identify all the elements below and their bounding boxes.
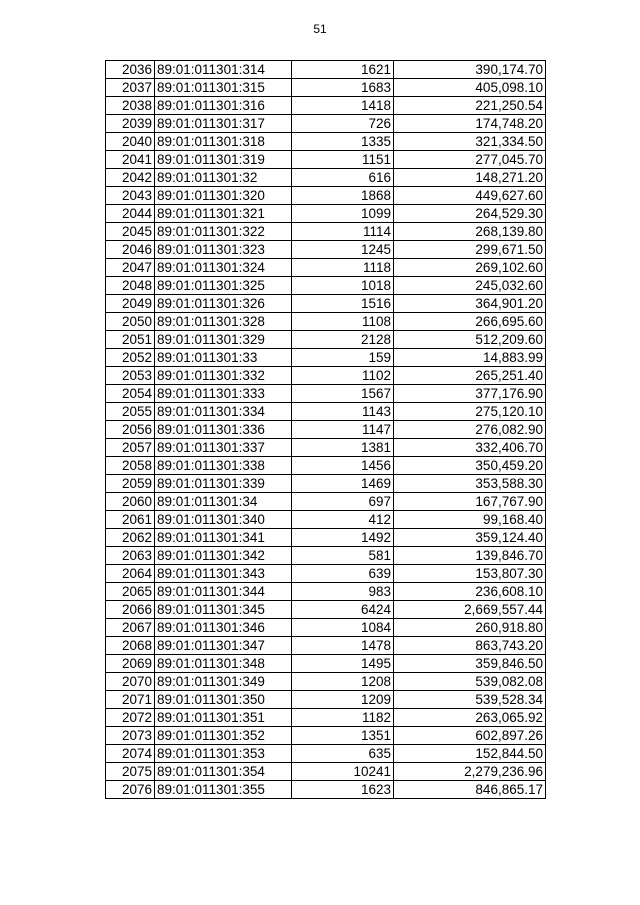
cadastral-number-cell: 89:01:011301:347 <box>155 637 292 655</box>
cadastral-number-cell: 89:01:011301:346 <box>155 619 292 637</box>
cadastral-value-cell: 359,124.40 <box>394 529 546 547</box>
area-cell: 1567 <box>292 385 394 403</box>
row-number-cell: 2045 <box>106 223 155 241</box>
table-row <box>106 367 546 385</box>
cadastral-value-cell: 539,528.34 <box>394 691 546 709</box>
cadastral-number-cell: 89:01:011301:350 <box>155 691 292 709</box>
cadastral-number-cell: 89:01:011301:315 <box>155 79 292 97</box>
table-row <box>106 61 546 79</box>
data-table <box>105 60 546 799</box>
cadastral-number-cell: 89:01:011301:320 <box>155 187 292 205</box>
table-row <box>106 421 546 439</box>
cadastral-value-cell: 245,032.60 <box>394 277 546 295</box>
table-row <box>106 475 546 493</box>
area-cell: 1868 <box>292 187 394 205</box>
cadastral-number-cell: 89:01:011301:344 <box>155 583 292 601</box>
cadastral-number-cell: 89:01:011301:314 <box>155 61 292 79</box>
cadastral-value-cell: 153,807.30 <box>394 565 546 583</box>
cadastral-number-cell: 89:01:011301:32 <box>155 169 292 187</box>
table-row <box>106 313 546 331</box>
table-row <box>106 349 546 367</box>
area-cell: 726 <box>292 115 394 133</box>
cadastral-value-cell: 863,743.20 <box>394 637 546 655</box>
cadastral-value-cell: 390,174.70 <box>394 61 546 79</box>
area-cell: 1478 <box>292 637 394 655</box>
cadastral-value-cell: 405,098.10 <box>394 79 546 97</box>
cadastral-number-cell: 89:01:011301:33 <box>155 349 292 367</box>
row-number-cell: 2050 <box>106 313 155 331</box>
area-cell: 581 <box>292 547 394 565</box>
table-row <box>106 727 546 745</box>
area-cell: 1621 <box>292 61 394 79</box>
row-number-cell: 2051 <box>106 331 155 349</box>
cadastral-value-cell: 602,897.26 <box>394 727 546 745</box>
cadastral-value-cell: 350,459.20 <box>394 457 546 475</box>
cadastral-value-cell: 174,748.20 <box>394 115 546 133</box>
table-row <box>106 655 546 673</box>
cadastral-value-cell: 449,627.60 <box>394 187 546 205</box>
cadastral-number-cell: 89:01:011301:316 <box>155 97 292 115</box>
cadastral-value-cell: 236,608.10 <box>394 583 546 601</box>
row-number-cell: 2071 <box>106 691 155 709</box>
row-number-cell: 2049 <box>106 295 155 313</box>
area-cell: 1018 <box>292 277 394 295</box>
row-number-cell: 2066 <box>106 601 155 619</box>
row-number-cell: 2064 <box>106 565 155 583</box>
row-number-cell: 2069 <box>106 655 155 673</box>
table-row <box>106 223 546 241</box>
cadastral-number-cell: 89:01:011301:353 <box>155 745 292 763</box>
row-number-cell: 2067 <box>106 619 155 637</box>
cadastral-value-cell: 277,045.70 <box>394 151 546 169</box>
cadastral-value-cell: 846,865.17 <box>394 781 546 799</box>
cadastral-number-cell: 89:01:011301:336 <box>155 421 292 439</box>
cadastral-number-cell: 89:01:011301:325 <box>155 277 292 295</box>
table-row <box>106 277 546 295</box>
cadastral-number-cell: 89:01:011301:322 <box>155 223 292 241</box>
cadastral-value-cell: 275,120.10 <box>394 403 546 421</box>
area-cell: 1335 <box>292 133 394 151</box>
row-number-cell: 2058 <box>106 457 155 475</box>
table-row <box>106 709 546 727</box>
row-number-cell: 2073 <box>106 727 155 745</box>
area-cell: 635 <box>292 745 394 763</box>
table-body <box>106 61 546 799</box>
area-cell: 1118 <box>292 259 394 277</box>
cadastral-value-cell: 2,669,557.44 <box>394 601 546 619</box>
row-number-cell: 2062 <box>106 529 155 547</box>
cadastral-number-cell: 89:01:011301:334 <box>155 403 292 421</box>
cadastral-number-cell: 89:01:011301:339 <box>155 475 292 493</box>
cadastral-number-cell: 89:01:011301:319 <box>155 151 292 169</box>
cadastral-value-cell: 539,082.08 <box>394 673 546 691</box>
area-cell: 1683 <box>292 79 394 97</box>
cadastral-number-cell: 89:01:011301:332 <box>155 367 292 385</box>
table-row <box>106 637 546 655</box>
row-number-cell: 2039 <box>106 115 155 133</box>
row-number-cell: 2072 <box>106 709 155 727</box>
row-number-cell: 2038 <box>106 97 155 115</box>
cadastral-value-cell: 276,082.90 <box>394 421 546 439</box>
cadastral-number-cell: 89:01:011301:352 <box>155 727 292 745</box>
area-cell: 1245 <box>292 241 394 259</box>
area-cell: 639 <box>292 565 394 583</box>
row-number-cell: 2074 <box>106 745 155 763</box>
table-row <box>106 691 546 709</box>
row-number-cell: 2055 <box>106 403 155 421</box>
table-row <box>106 547 546 565</box>
area-cell: 1108 <box>292 313 394 331</box>
table-row <box>106 439 546 457</box>
cadastral-value-cell: 139,846.70 <box>394 547 546 565</box>
row-number-cell: 2070 <box>106 673 155 691</box>
area-cell: 1114 <box>292 223 394 241</box>
cadastral-number-cell: 89:01:011301:321 <box>155 205 292 223</box>
area-cell: 1209 <box>292 691 394 709</box>
area-cell: 983 <box>292 583 394 601</box>
area-cell: 1418 <box>292 97 394 115</box>
row-number-cell: 2057 <box>106 439 155 457</box>
table-row <box>106 151 546 169</box>
table-row <box>106 97 546 115</box>
cadastral-value-cell: 299,671.50 <box>394 241 546 259</box>
row-number-cell: 2040 <box>106 133 155 151</box>
table-row <box>106 331 546 349</box>
cadastral-value-cell: 377,176.90 <box>394 385 546 403</box>
cadastral-value-cell: 221,250.54 <box>394 97 546 115</box>
row-number-cell: 2037 <box>106 79 155 97</box>
cadastral-number-cell: 89:01:011301:343 <box>155 565 292 583</box>
cadastral-value-cell: 269,102.60 <box>394 259 546 277</box>
cadastral-number-cell: 89:01:011301:333 <box>155 385 292 403</box>
area-cell: 697 <box>292 493 394 511</box>
row-number-cell: 2036 <box>106 61 155 79</box>
cadastral-value-cell: 364,901.20 <box>394 295 546 313</box>
table-row <box>106 619 546 637</box>
cadastral-number-cell: 89:01:011301:341 <box>155 529 292 547</box>
row-number-cell: 2068 <box>106 637 155 655</box>
table-row <box>106 205 546 223</box>
area-cell: 1381 <box>292 439 394 457</box>
area-cell: 1143 <box>292 403 394 421</box>
row-number-cell: 2048 <box>106 277 155 295</box>
cadastral-number-cell: 89:01:011301:355 <box>155 781 292 799</box>
cadastral-value-cell: 99,168.40 <box>394 511 546 529</box>
area-cell: 1623 <box>292 781 394 799</box>
row-number-cell: 2046 <box>106 241 155 259</box>
cadastral-number-cell: 89:01:011301:34 <box>155 493 292 511</box>
row-number-cell: 2047 <box>106 259 155 277</box>
cadastral-value-cell: 332,406.70 <box>394 439 546 457</box>
area-cell: 1516 <box>292 295 394 313</box>
table-row <box>106 403 546 421</box>
row-number-cell: 2054 <box>106 385 155 403</box>
cadastral-number-cell: 89:01:011301:329 <box>155 331 292 349</box>
table-row <box>106 673 546 691</box>
area-cell: 1492 <box>292 529 394 547</box>
cadastral-number-cell: 89:01:011301:345 <box>155 601 292 619</box>
table-row <box>106 457 546 475</box>
cadastral-value-cell: 148,271.20 <box>394 169 546 187</box>
table-row <box>106 79 546 97</box>
table-row <box>106 115 546 133</box>
area-cell: 1099 <box>292 205 394 223</box>
row-number-cell: 2063 <box>106 547 155 565</box>
cadastral-number-cell: 89:01:011301:328 <box>155 313 292 331</box>
cadastral-number-cell: 89:01:011301:324 <box>155 259 292 277</box>
cadastral-number-cell: 89:01:011301:342 <box>155 547 292 565</box>
cadastral-value-cell: 152,844.50 <box>394 745 546 763</box>
table-row <box>106 295 546 313</box>
table-row <box>106 781 546 799</box>
row-number-cell: 2042 <box>106 169 155 187</box>
table-row <box>106 601 546 619</box>
cadastral-value-cell: 353,588.30 <box>394 475 546 493</box>
cadastral-number-cell: 89:01:011301:338 <box>155 457 292 475</box>
area-cell: 1151 <box>292 151 394 169</box>
cadastral-value-cell: 321,334.50 <box>394 133 546 151</box>
row-number-cell: 2056 <box>106 421 155 439</box>
table-row <box>106 745 546 763</box>
row-number-cell: 2053 <box>106 367 155 385</box>
area-cell: 6424 <box>292 601 394 619</box>
row-number-cell: 2060 <box>106 493 155 511</box>
area-cell: 1456 <box>292 457 394 475</box>
table-row <box>106 763 546 781</box>
table-row <box>106 493 546 511</box>
table-row <box>106 583 546 601</box>
area-cell: 10241 <box>292 763 394 781</box>
area-cell: 1351 <box>292 727 394 745</box>
area-cell: 412 <box>292 511 394 529</box>
row-number-cell: 2041 <box>106 151 155 169</box>
table-row <box>106 565 546 583</box>
row-number-cell: 2043 <box>106 187 155 205</box>
cadastral-number-cell: 89:01:011301:340 <box>155 511 292 529</box>
cadastral-value-cell: 359,846.50 <box>394 655 546 673</box>
row-number-cell: 2061 <box>106 511 155 529</box>
area-cell: 159 <box>292 349 394 367</box>
row-number-cell: 2076 <box>106 781 155 799</box>
row-number-cell: 2059 <box>106 475 155 493</box>
cadastral-number-cell: 89:01:011301:317 <box>155 115 292 133</box>
cadastral-value-cell: 512,209.60 <box>394 331 546 349</box>
page-number: 51 <box>313 22 327 36</box>
table-row <box>106 259 546 277</box>
table-row <box>106 169 546 187</box>
cadastral-number-cell: 89:01:011301:318 <box>155 133 292 151</box>
cadastral-number-cell: 89:01:011301:354 <box>155 763 292 781</box>
cadastral-value-cell: 260,918.80 <box>394 619 546 637</box>
cadastral-value-cell: 14,883.99 <box>394 349 546 367</box>
area-cell: 1208 <box>292 673 394 691</box>
area-cell: 616 <box>292 169 394 187</box>
area-cell: 1182 <box>292 709 394 727</box>
cadastral-value-cell: 265,251.40 <box>394 367 546 385</box>
cadastral-number-cell: 89:01:011301:323 <box>155 241 292 259</box>
cadastral-value-cell: 268,139.80 <box>394 223 546 241</box>
table-row <box>106 385 546 403</box>
cadastral-value-cell: 263,065.92 <box>394 709 546 727</box>
cadastral-number-cell: 89:01:011301:348 <box>155 655 292 673</box>
cadastral-value-cell: 167,767.90 <box>394 493 546 511</box>
cadastral-number-cell: 89:01:011301:326 <box>155 295 292 313</box>
area-cell: 2128 <box>292 331 394 349</box>
table-row <box>106 187 546 205</box>
row-number-cell: 2075 <box>106 763 155 781</box>
area-cell: 1102 <box>292 367 394 385</box>
area-cell: 1084 <box>292 619 394 637</box>
table-row <box>106 241 546 259</box>
area-cell: 1469 <box>292 475 394 493</box>
row-number-cell: 2044 <box>106 205 155 223</box>
cadastral-number-cell: 89:01:011301:351 <box>155 709 292 727</box>
cadastral-value-cell: 266,695.60 <box>394 313 546 331</box>
cadastral-number-cell: 89:01:011301:337 <box>155 439 292 457</box>
table-row <box>106 511 546 529</box>
area-cell: 1495 <box>292 655 394 673</box>
cadastral-value-cell: 264,529.30 <box>394 205 546 223</box>
table-row <box>106 133 546 151</box>
area-cell: 1147 <box>292 421 394 439</box>
cadastral-value-cell: 2,279,236.96 <box>394 763 546 781</box>
table-row <box>106 529 546 547</box>
cadastral-number-cell: 89:01:011301:349 <box>155 673 292 691</box>
row-number-cell: 2052 <box>106 349 155 367</box>
row-number-cell: 2065 <box>106 583 155 601</box>
